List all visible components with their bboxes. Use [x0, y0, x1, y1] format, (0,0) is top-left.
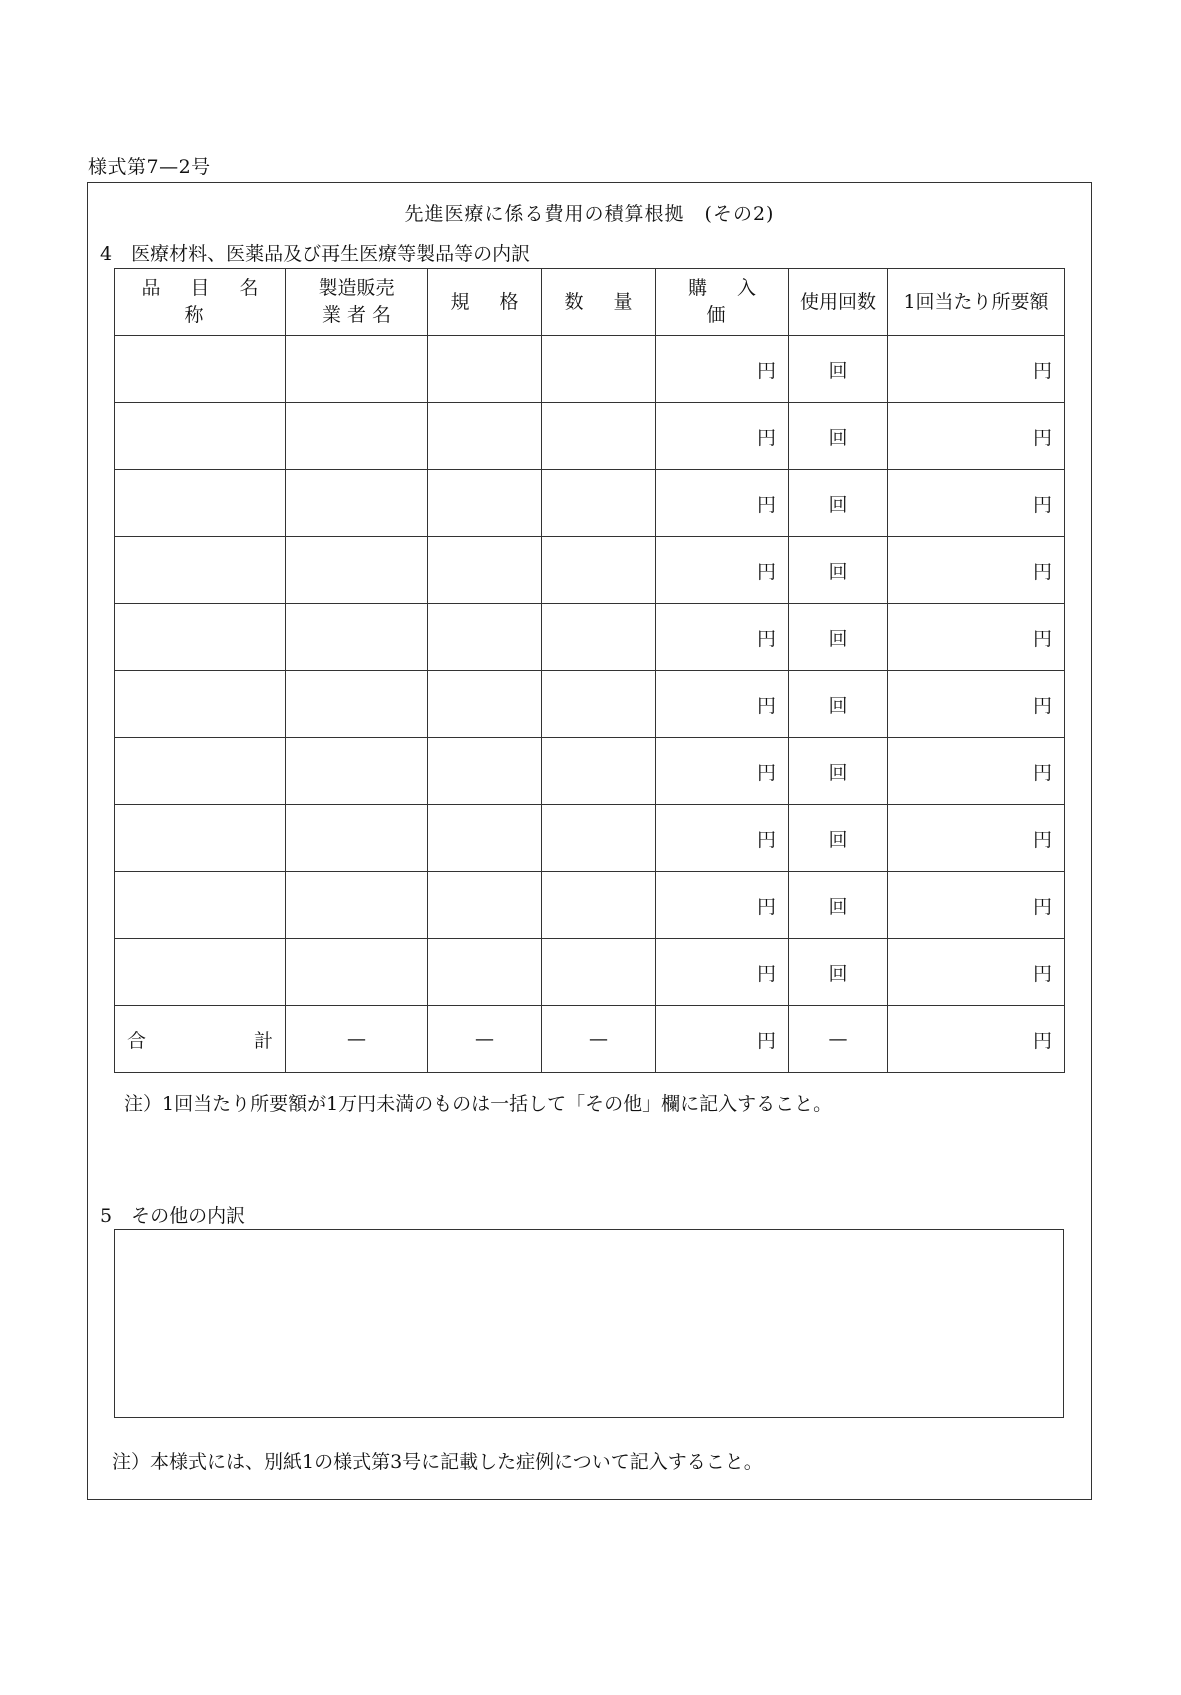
cell-spec[interactable]: [428, 537, 542, 604]
cell-spec[interactable]: [428, 604, 542, 671]
total-label: 合 計: [115, 1006, 286, 1073]
cell-cost-per-use[interactable]: 円: [888, 738, 1065, 805]
total-uses: —: [789, 1006, 888, 1073]
cell-uses[interactable]: 回: [789, 403, 888, 470]
form-frame: [87, 182, 1092, 1500]
table-row: [115, 738, 1065, 805]
cell-quantity[interactable]: [542, 939, 656, 1006]
cell-price[interactable]: 円: [656, 537, 789, 604]
table-row: [115, 336, 1065, 403]
total-spec: —: [428, 1006, 542, 1073]
cell-item-name[interactable]: [115, 805, 286, 872]
cell-uses[interactable]: 回: [789, 604, 888, 671]
cell-maker[interactable]: [286, 872, 428, 939]
table-row: [115, 470, 1065, 537]
total-price-unit: 円: [656, 1006, 789, 1073]
cell-uses[interactable]: 回: [789, 738, 888, 805]
cell-maker[interactable]: [286, 805, 428, 872]
total-row: [115, 1006, 1065, 1073]
total-maker: —: [286, 1006, 428, 1073]
header-maker: 製造販売 業 者 名: [286, 269, 428, 336]
cell-quantity[interactable]: [542, 671, 656, 738]
cell-maker[interactable]: [286, 671, 428, 738]
cell-cost-per-use[interactable]: 円: [888, 872, 1065, 939]
cell-uses[interactable]: 回: [789, 872, 888, 939]
cell-item-name[interactable]: [115, 939, 286, 1006]
header-spec: 規 格: [428, 269, 542, 336]
total-quantity: —: [542, 1006, 656, 1073]
cell-quantity[interactable]: [542, 336, 656, 403]
cell-cost-per-use[interactable]: 円: [888, 671, 1065, 738]
cell-cost-per-use[interactable]: 円: [888, 604, 1065, 671]
cell-price[interactable]: 円: [656, 604, 789, 671]
cell-item-name[interactable]: [115, 872, 286, 939]
cell-spec[interactable]: [428, 738, 542, 805]
cell-price[interactable]: 円: [656, 805, 789, 872]
cell-spec[interactable]: [428, 872, 542, 939]
cell-item-name[interactable]: [115, 537, 286, 604]
section5-heading: 5 その他の内訳: [100, 1205, 246, 1227]
cell-price[interactable]: 円: [656, 403, 789, 470]
cell-uses[interactable]: 回: [789, 537, 888, 604]
cell-item-name[interactable]: [115, 671, 286, 738]
cell-price[interactable]: 円: [656, 872, 789, 939]
cell-maker[interactable]: [286, 336, 428, 403]
cell-price[interactable]: 円: [656, 939, 789, 1006]
cell-item-name[interactable]: [115, 470, 286, 537]
section4-heading: 4 医療材料、医薬品及び再生医療等製品等の内訳: [100, 243, 531, 265]
cell-maker[interactable]: [286, 604, 428, 671]
cell-uses[interactable]: 回: [789, 805, 888, 872]
cell-spec[interactable]: [428, 671, 542, 738]
cell-uses[interactable]: 回: [789, 470, 888, 537]
header-item-name: 品 目 名 称: [115, 269, 286, 336]
table-row: [115, 671, 1065, 738]
cell-uses[interactable]: 回: [789, 939, 888, 1006]
cell-spec[interactable]: [428, 403, 542, 470]
total-cost-unit: 円: [888, 1006, 1065, 1073]
cell-quantity[interactable]: [542, 604, 656, 671]
cell-maker[interactable]: [286, 537, 428, 604]
cell-maker[interactable]: [286, 738, 428, 805]
cell-quantity[interactable]: [542, 537, 656, 604]
table-row: [115, 537, 1065, 604]
cell-item-name[interactable]: [115, 604, 286, 671]
table-row: [115, 604, 1065, 671]
cell-cost-per-use[interactable]: 円: [888, 403, 1065, 470]
cell-spec[interactable]: [428, 470, 542, 537]
cell-item-name[interactable]: [115, 403, 286, 470]
header-cost-per-use: 1回当たり所要額: [888, 269, 1065, 336]
page-title: 先進医療に係る費用の積算根拠 (その2): [404, 203, 775, 225]
cell-cost-per-use[interactable]: 円: [888, 537, 1065, 604]
cell-spec[interactable]: [428, 939, 542, 1006]
materials-table: [114, 268, 1065, 1073]
cell-price[interactable]: 円: [656, 470, 789, 537]
cell-quantity[interactable]: [542, 872, 656, 939]
table-row: [115, 403, 1065, 470]
header-quantity: 数 量: [542, 269, 656, 336]
cell-price[interactable]: 円: [656, 671, 789, 738]
cell-cost-per-use[interactable]: 円: [888, 939, 1065, 1006]
cell-maker[interactable]: [286, 470, 428, 537]
cell-cost-per-use[interactable]: 円: [888, 470, 1065, 537]
cell-quantity[interactable]: [542, 470, 656, 537]
cell-quantity[interactable]: [542, 403, 656, 470]
footer-note: 注）本様式には、別紙1の様式第3号に記載した症例について記入すること。: [112, 1451, 763, 1473]
cell-spec[interactable]: [428, 336, 542, 403]
table-header-row: [115, 269, 1065, 336]
cell-cost-per-use[interactable]: 円: [888, 805, 1065, 872]
cell-maker[interactable]: [286, 939, 428, 1006]
section4-note: 注）1回当たり所要額が1万円未満のものは一括して「その他」欄に記入すること。: [124, 1093, 833, 1115]
cell-cost-per-use[interactable]: 円: [888, 336, 1065, 403]
cell-maker[interactable]: [286, 403, 428, 470]
form-number: 様式第7—2号: [88, 156, 211, 178]
cell-quantity[interactable]: [542, 805, 656, 872]
table-row: [115, 939, 1065, 1006]
cell-item-name[interactable]: [115, 738, 286, 805]
table-row: [115, 872, 1065, 939]
cell-item-name[interactable]: [115, 336, 286, 403]
other-breakdown-box[interactable]: [114, 1229, 1064, 1418]
cell-uses[interactable]: 回: [789, 336, 888, 403]
cell-quantity[interactable]: [542, 738, 656, 805]
cell-price[interactable]: 円: [656, 738, 789, 805]
table-row: [115, 805, 1065, 872]
cell-uses[interactable]: 回: [789, 671, 888, 738]
header-price: 購 入 価: [656, 269, 789, 336]
header-uses: 使用回数: [789, 269, 888, 336]
cell-price[interactable]: 円: [656, 336, 789, 403]
cell-spec[interactable]: [428, 805, 542, 872]
